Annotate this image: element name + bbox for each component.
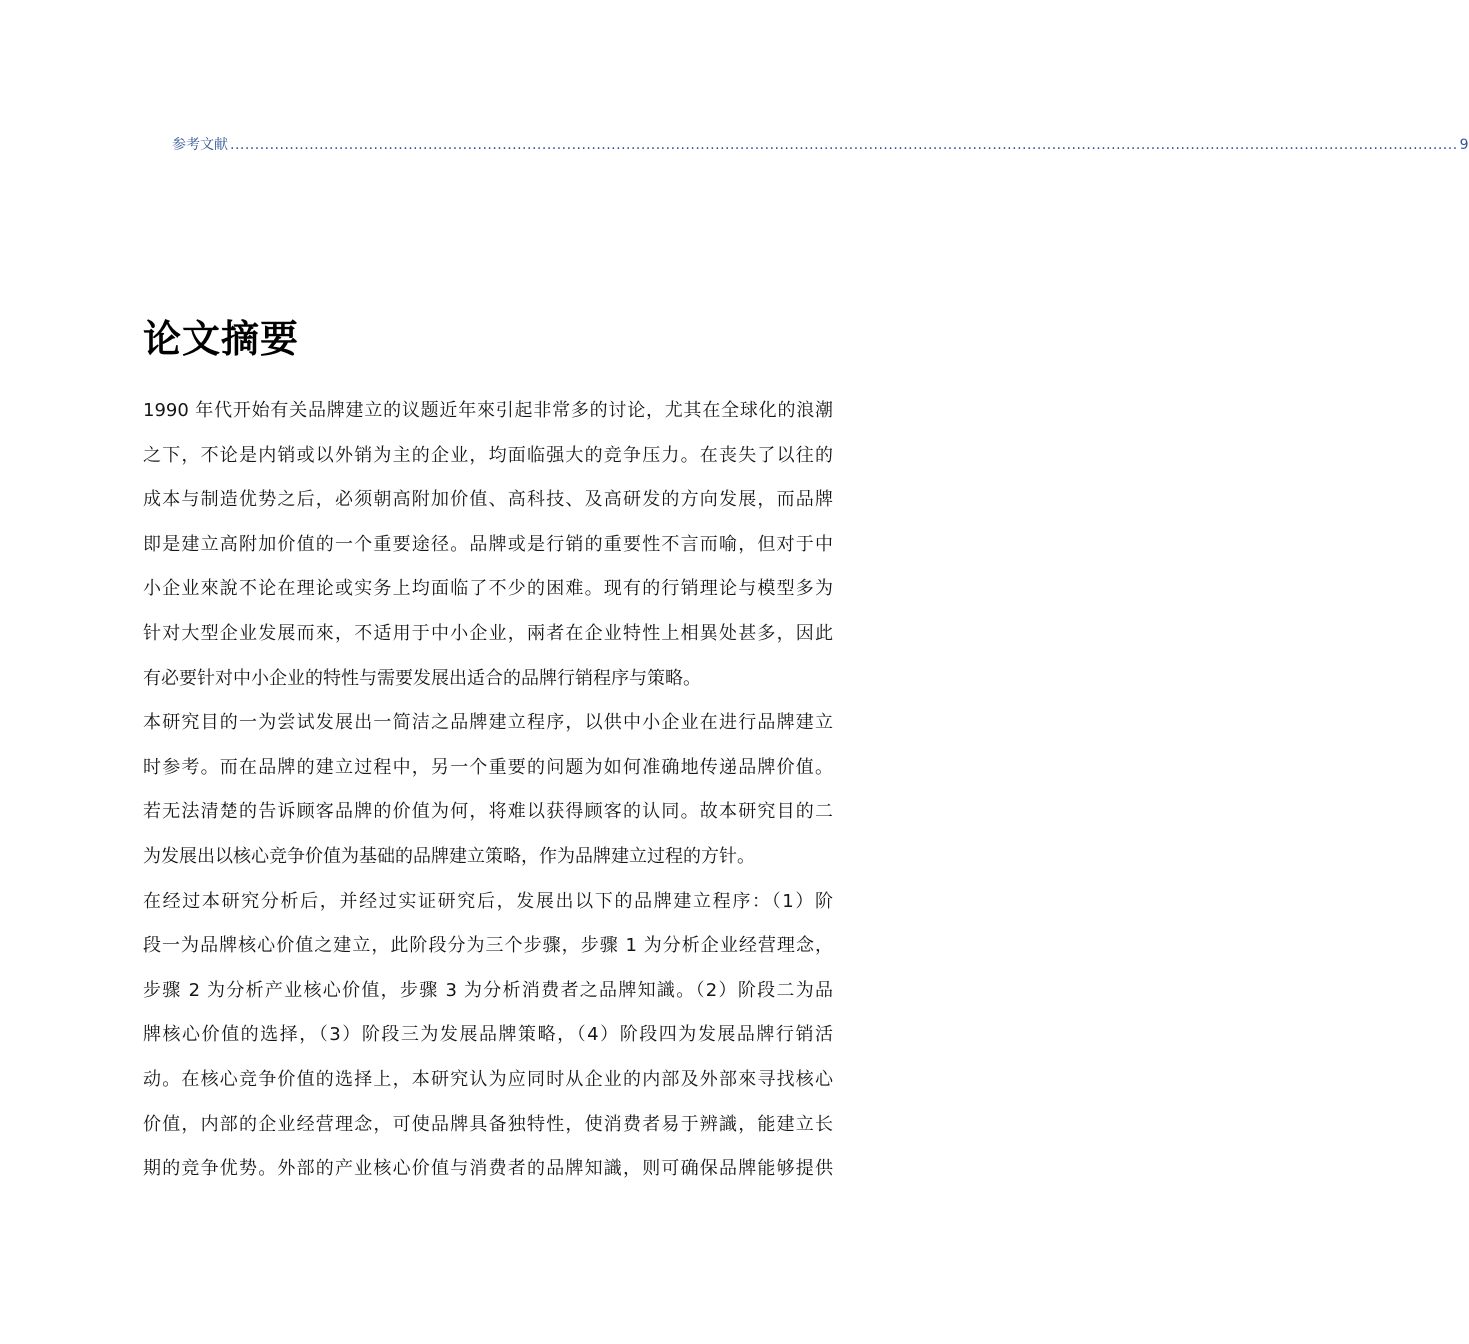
text-line: 有必要针对中小企业的特性与需要发展出适合的品牌行销程序与策略。 xyxy=(143,667,701,689)
text-line: 为发展出以核心竞争价值为基础的品牌建立策略，作为品牌建立过程的方针。 xyxy=(143,845,755,867)
toc-entry-title[interactable]: 参考文献 xyxy=(172,137,228,153)
text-line: 之下，不论是内销或以外销为主的企业，均面临强大的竞争压力。在丧失了以往的 xyxy=(143,444,833,466)
text-line: 针对大型企业发展而來，不适用于中小企业，兩者在企业特性上相異处甚多，因此 xyxy=(143,622,833,644)
text-line: 牌核心价值的选择，（3）阶段三为发展品牌策略，（4）阶段四为发展品牌行销活 xyxy=(143,1024,833,1046)
toc-dot-leader: ........................................................................................................................................................................................................................................................ xyxy=(230,137,1458,153)
abstract-heading: 论文摘要 xyxy=(143,316,300,361)
text-line: 小企业來說不论在理论或实务上均面临了不少的困难。现有的行销理论与模型多为 xyxy=(143,578,833,600)
text-line: 即是建立高附加价值的一个重要途径。品牌或是行销的重要性不言而喻，但对于中 xyxy=(143,533,833,555)
text-line: 在经过本研究分析后，并经过实证研究后，发展出以下的品牌建立程序：（1）阶 xyxy=(143,890,833,912)
text-line: 1990 年代开始有关品牌建立的议题近年來引起非常多的讨论，尤其在全球化的浪潮 xyxy=(143,400,833,421)
abstract-paragraph-1 xyxy=(143,389,833,701)
abstract-paragraph-3 xyxy=(143,880,833,1192)
abstract-paragraph-2 xyxy=(143,701,833,879)
toc-page-number[interactable]: 9 xyxy=(1459,137,1469,153)
text-line: 成本与制造优势之后，必须朝高附加价值、高科技、及高研发的方向发展，而品牌 xyxy=(143,489,833,511)
toc-entry-references[interactable] xyxy=(172,134,1469,156)
text-line: 本研究目的一为尝试发展出一简洁之品牌建立程序，以供中小企业在进行品牌建立 xyxy=(143,712,833,734)
text-line: 步骤 2 为分析产业核心价值，步骤 3 为分析消费者之品牌知識。（2）阶段二为品 xyxy=(143,979,833,1001)
text-line: 动。在核心竞争价值的选择上，本研究认为应同时从企业的内部及外部來寻找核心 xyxy=(143,1068,833,1090)
text-line: 期的竞争优势。外部的产业核心价值与消费者的品牌知識，则可确保品牌能够提供 xyxy=(143,1158,833,1180)
text-line: 若无法清楚的告诉顾客品牌的价值为何，将难以获得顾客的认同。故本研究目的二 xyxy=(143,801,833,823)
text-line: 时参考。而在品牌的建立过程中，另一个重要的问题为如何准确地传递品牌价值。 xyxy=(143,756,833,778)
text-line: 段一为品牌核心价值之建立，此阶段分为三个步骤，步骤 1 为分析企业经营理念， xyxy=(143,935,833,957)
abstract-body xyxy=(143,389,833,1192)
text-line: 价值，内部的企业经营理念，可使品牌具备独特性，使消费者易于辨識，能建立长 xyxy=(143,1113,833,1135)
